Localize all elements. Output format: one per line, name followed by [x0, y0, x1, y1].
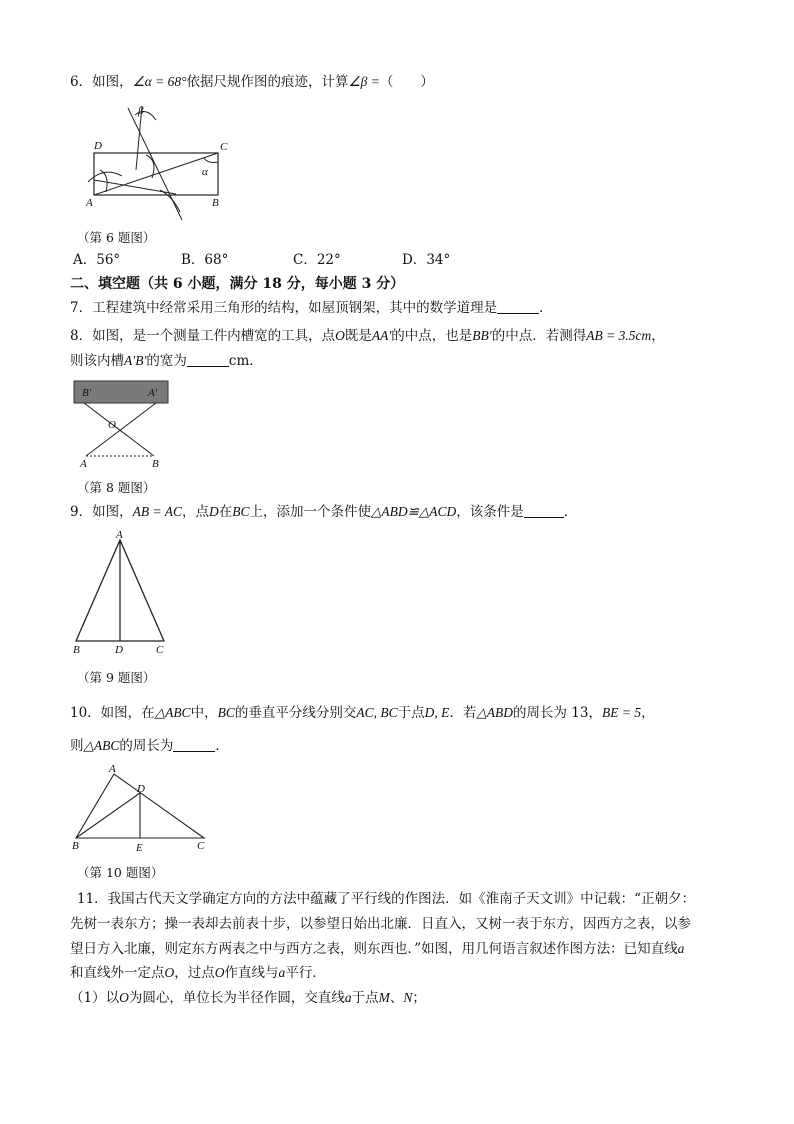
q8-caption: （第 8 题图）: [77, 480, 156, 495]
q6-option-b[interactable]: B．68°: [181, 252, 229, 268]
arm-a-a1: [86, 403, 156, 456]
q6-option-d[interactable]: D．34°: [402, 252, 451, 268]
label-b-prime: B′: [82, 387, 92, 399]
label-a: A: [116, 529, 123, 541]
q8-answer-blank[interactable]: [187, 353, 229, 367]
label-a: A: [86, 197, 93, 209]
q11-line3: 望日方入北廉，则定东方两表之中与西方之表，则东西也．”如图，用几何语言叙述作图方法：已知直线a: [70, 941, 685, 957]
label-alpha: α: [202, 166, 208, 178]
label-c: C: [197, 840, 205, 852]
section2-heading: 二、填空题（共 6 小题，满分 18 分，每小题 3 分）: [70, 276, 405, 292]
label-b: B: [73, 644, 80, 656]
label-b: B: [212, 197, 219, 209]
label-beta: β: [138, 105, 144, 117]
label-b: B: [152, 458, 159, 470]
q10-answer-blank[interactable]: [173, 738, 215, 752]
label-c: C: [156, 644, 164, 656]
q11-line4: 和直线外一定点O，过点O作直线与a平行．: [70, 965, 326, 981]
label-d: D: [94, 140, 102, 152]
segment-bd: [76, 793, 140, 838]
q6-stem: 6．如图，∠α = 68°依据尺规作图的痕迹，计算∠β =（ ）: [70, 74, 434, 90]
q6-figure: [80, 100, 240, 225]
q8-figure: [70, 377, 180, 469]
label-c: C: [220, 141, 228, 153]
q8-stem-line2: 则该内槽A′B′的宽为 cm．: [70, 353, 263, 369]
label-a: A: [109, 763, 116, 775]
label-a: A: [80, 458, 87, 470]
diagonal-ac: [94, 153, 218, 195]
q11-line2: 先树一表东方；操一表却去前表十步，以参望日始出北廉．日直入，又树一表于东方，因西方之表，以参: [70, 916, 691, 932]
q7-stem: 7．工程建筑中经常采用三角形的结构，如屋顶钢架，其中的数学道理是 ．: [70, 300, 553, 316]
q10-stem-line2: 则△ABC的周长为 ．: [70, 738, 229, 754]
q10-caption: （第 10 题图）: [77, 865, 164, 880]
q11-line1: 11．我国古代天文学确定方向的方法中蕴藏了平行线的作图法．如《淮南子天文训》中记载：“正朝夕：: [77, 891, 696, 907]
q9-answer-blank[interactable]: [524, 504, 564, 518]
q6-option-a[interactable]: A．56°: [73, 252, 121, 268]
label-o: O: [108, 419, 116, 431]
label-a-prime: A′: [148, 387, 158, 399]
q6-caption: （第 6 题图）: [77, 230, 156, 245]
angle-alpha-eq: ∠α = 68°: [132, 74, 187, 89]
label-b: B: [72, 840, 79, 852]
q9-figure: [70, 530, 175, 658]
q10-stem-line1: 10．如图，在△ABC中，BC的垂直平分线分别交AC, BC于点D, E．若△ABD的周长为 13，BE = 5，: [70, 705, 655, 721]
q10-figure: [70, 762, 215, 854]
q8-stem-line1: 8．如图，是一个测量工件内槽宽的工具，点O既是AA′的中点，也是BB′的中点．若测得AB = 3.5cm，: [70, 328, 665, 344]
q11-step1: （1）以O为圆心，单位长为半径作圆，交直线a于点M、N；: [70, 990, 426, 1006]
label-d: D: [137, 783, 145, 795]
label-e: E: [136, 842, 143, 854]
q6-option-c[interactable]: C．22°: [293, 252, 341, 268]
label-d: D: [115, 644, 123, 656]
q9-caption: （第 9 题图）: [77, 670, 156, 685]
arc-alpha: [204, 158, 218, 163]
angle-beta-eq: ∠β =: [348, 74, 380, 89]
q9-stem: 9．如图，AB = AC，点D在BC上，添加一个条件使△ABD≌△ACD，该条件是 ．: [70, 504, 578, 520]
arm-b-b1: [84, 403, 154, 456]
q7-answer-blank[interactable]: [497, 300, 539, 314]
